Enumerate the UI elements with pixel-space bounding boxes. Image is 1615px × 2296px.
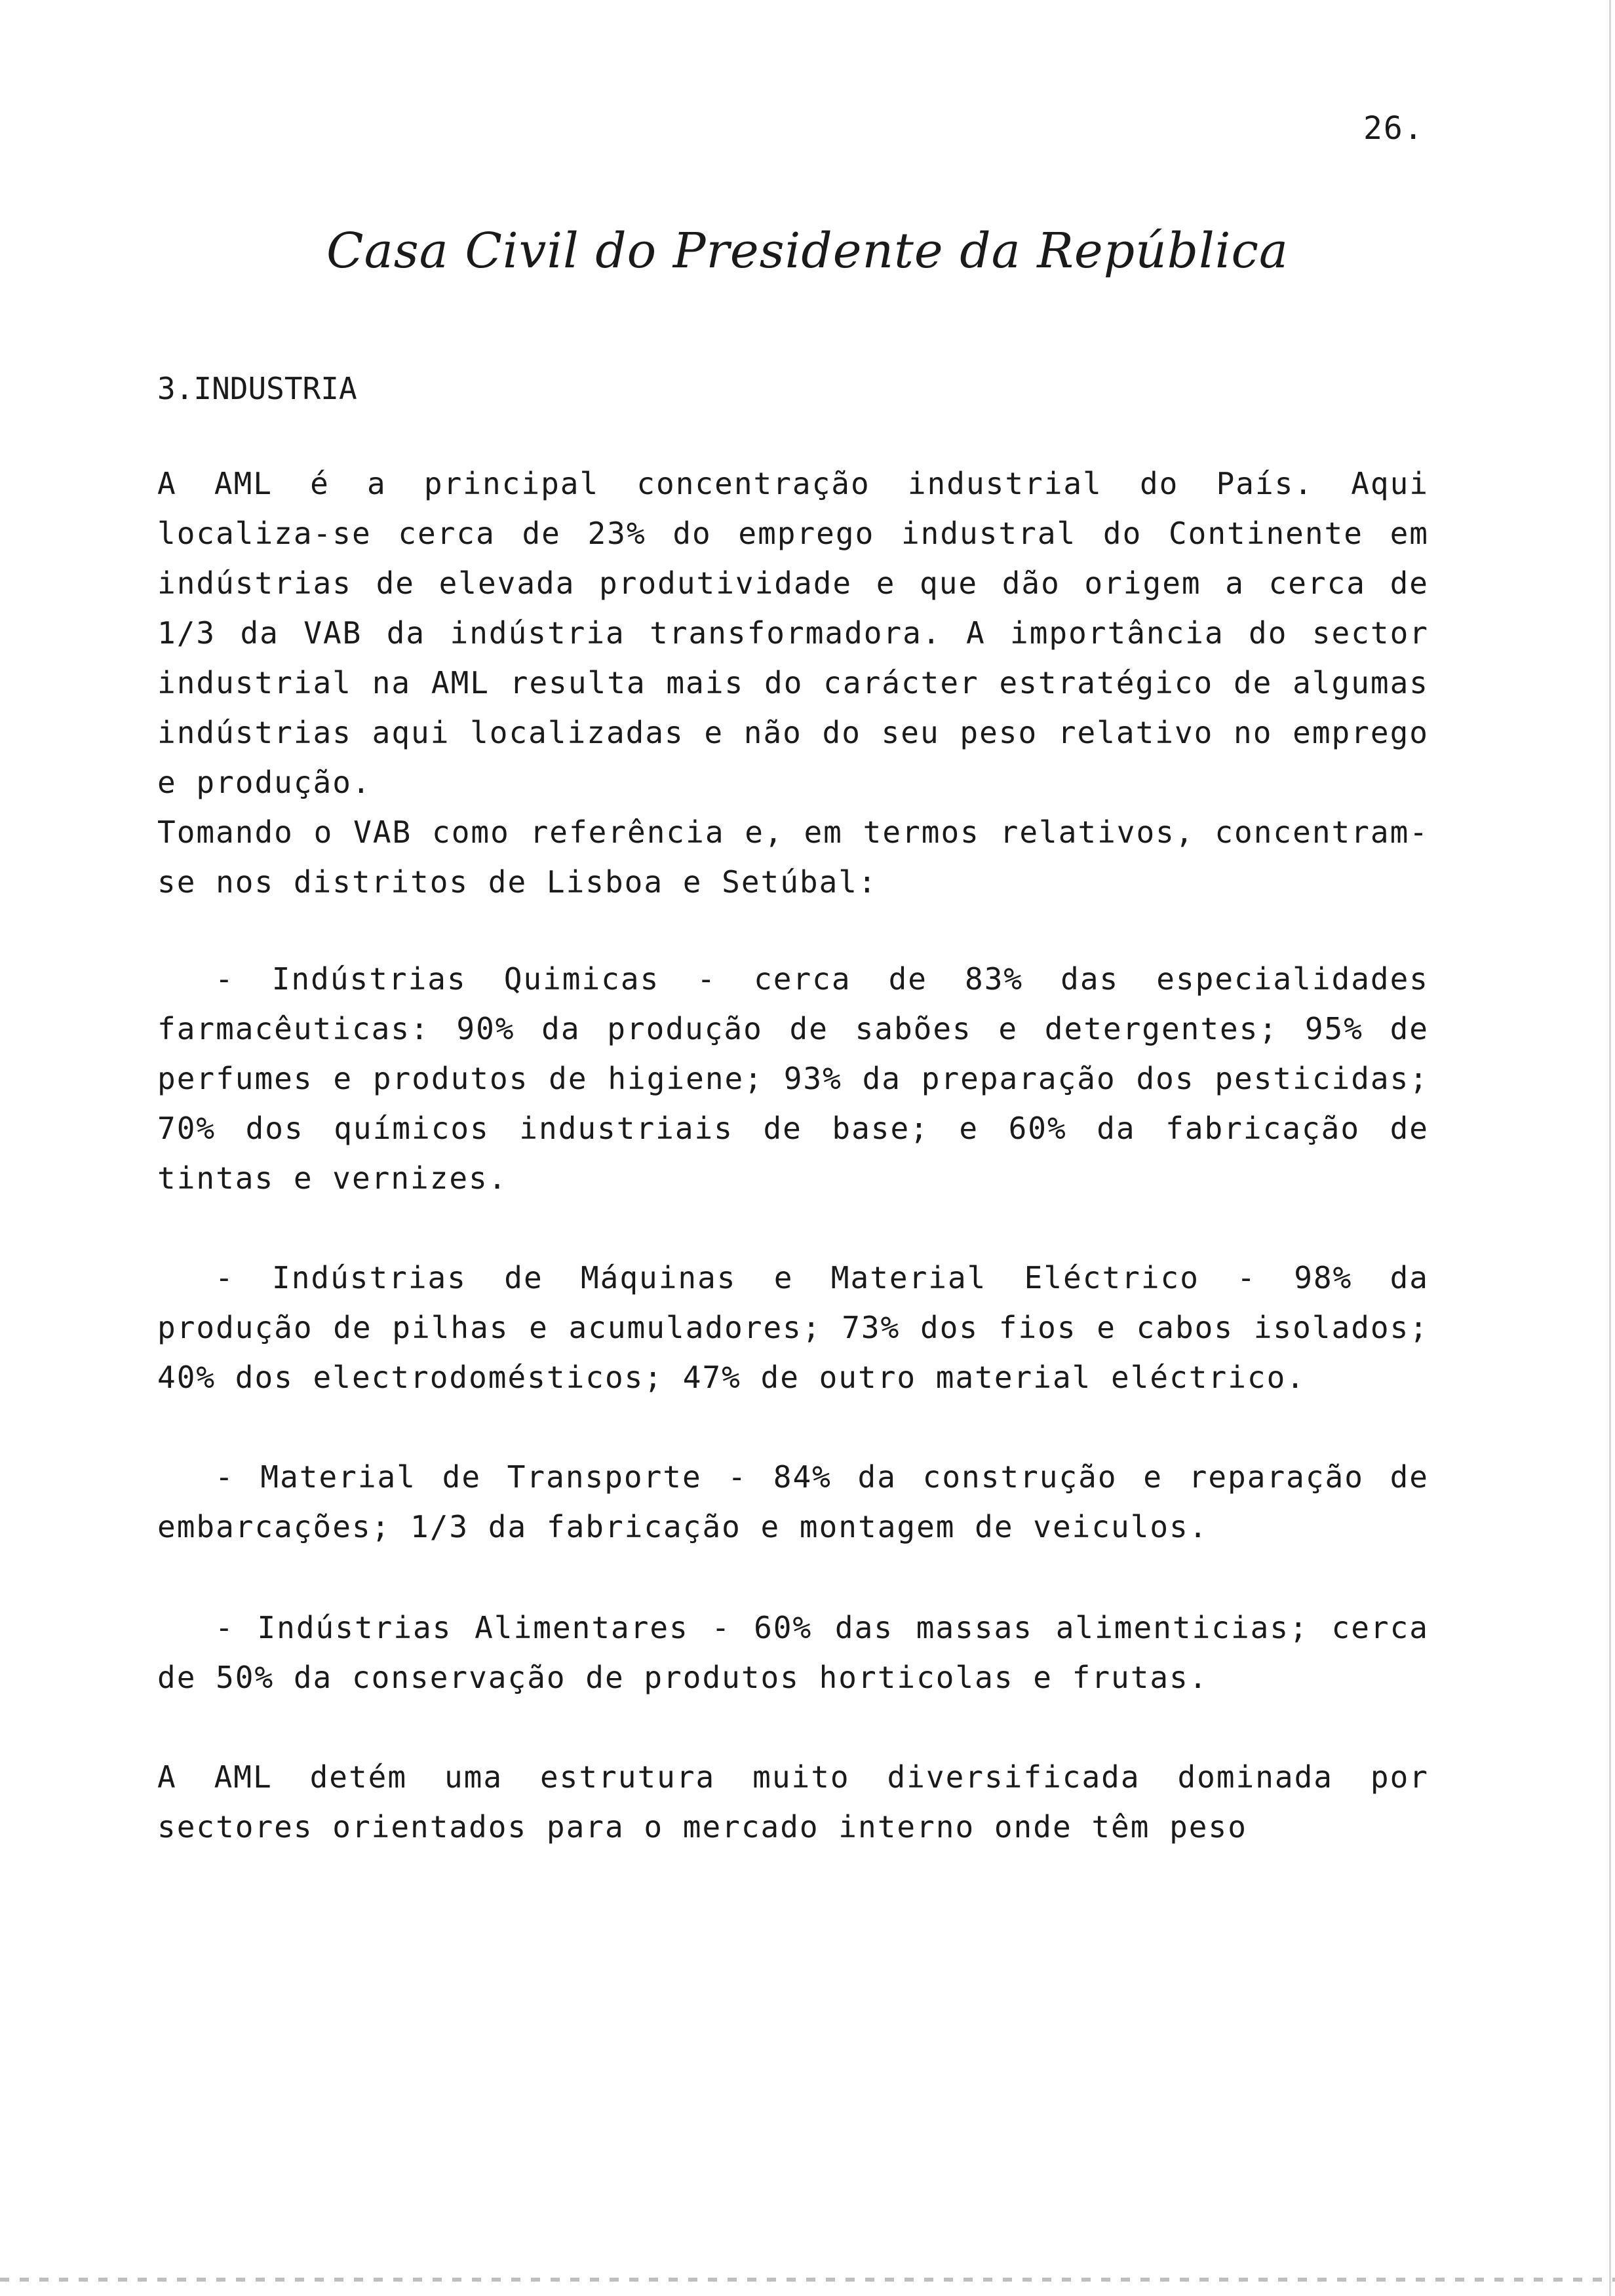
- paragraph-intro: A AML é a principal concentração industrial do País. Aqui localiza-se cerca de 23% do emprego industral do Continente em indústrias de elevada produtividade e que dão origem a cerca de 1/3 da VAB da indústria transformadora. A importância do sector industrial na AML resulta mais do carácter estratégico de algumas indústrias aqui localizadas e não do seu peso relativo no emprego e produção.: [157, 466, 1429, 800]
- list-item-transporte: - Material de Transporte - 84% da construção e reparação de embarcações; 1/3 da fabricação e montagem de veiculos.: [157, 1459, 1429, 1544]
- page-number: 26.: [1363, 110, 1424, 147]
- list-item-quimicas: - Indústrias Quimicas - cerca de 83% das especialidades farmacêuticas: 90% da produção de sabões e detergentes; 95% de perfumes e produtos de higiene; 93% da preparação dos pesticidas; 70% dos químicos industriais de base; e 60% da fabricação de tintas e vernizes.: [157, 961, 1429, 1196]
- paragraph-vab: Tomando o VAB como referência e, em termos relativos, concentram-se nos distritos de Lisboa e Setúbal:: [157, 814, 1429, 900]
- list-item-maquinas: - Indústrias de Máquinas e Material Eléctrico - 98% da produção de pilhas e acumuladores; 73% dos fios e cabos isolados; 40% dos electrodomésticos; 47% de outro material eléctrico.: [157, 1260, 1429, 1395]
- section-title: 3.INDUSTRIA: [157, 371, 357, 406]
- scan-edge-right: [1609, 0, 1611, 2296]
- list-item-alimentares: - Indústrias Alimentares - 60% das massas alimenticias; cerca de 50% da conservação de produtos horticolas e frutas.: [157, 1610, 1429, 1695]
- paragraph-estrutura: A AML detém uma estrutura muito diversificada dominada por sectores orientados para o mercado interno onde têm peso: [157, 1759, 1429, 1845]
- scan-edge-bottom: [0, 2278, 1615, 2282]
- letterhead: Casa Civil do Presidente da República: [326, 223, 1289, 279]
